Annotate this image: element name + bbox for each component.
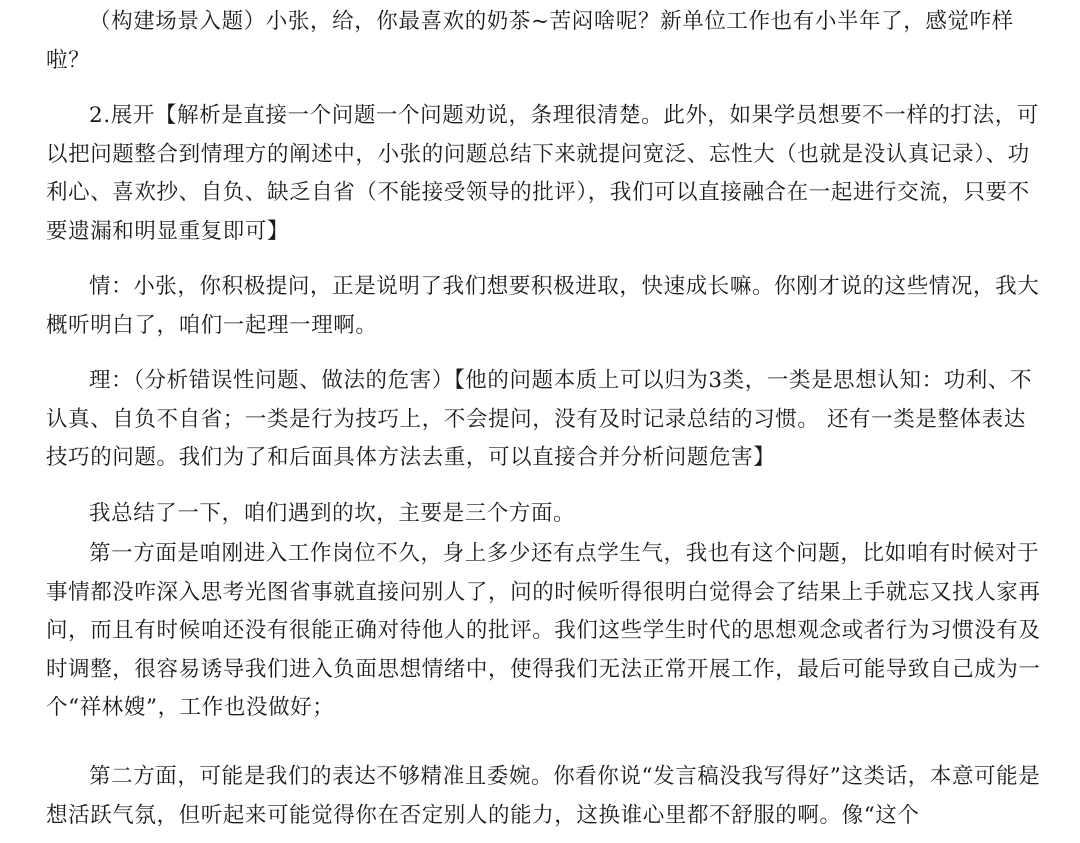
paragraph-first-aspect: 第一方面是咱刚进入工作岗位不久，身上多少还有点学生气，我也有这个问题，比如咱有时候对于事情都没咋深入思考光图省事就直接问别人了，问的时候听得很明白觉得会了结果上手就忘又找人家再问，而且有时候咱还没有很能正确对待他人的批评。我们这些学生时代的思想观念或者行为习惯没有及时调整，很容易诱导我们进入负面思想情绪中，使得我们无法正常开展工作，最后可能导致自己成为一个“祥林嫂”，工作也没做好； (46, 541, 1041, 720)
paragraph-reason: 理：（分析错误性问题、做法的危害）【他的问题本质上可以归为3类，一类是思想认知：功利、不认真、自负不自省；一类是行为技巧上，不会提问，没有及时记录总结的习惯。 还有一类是整体表达技巧的问题。我们为了和后面具体方法去重，可以直接合并分析问题危害】 (46, 368, 1033, 470)
paragraph-scene-intro: （构建场景入题）小张，给，你最喜欢的奶茶~苦闷啥呢？新单位工作也有小半年了，感觉咋样啦？ (46, 9, 1014, 73)
paragraph-expand-analysis: 2.展开【解析是直接一个问题一个问题劝说，条理很清楚。此外，如果学员想要不一样的打法，可以把问题整合到情理方的阐述中，小张的问题总结下来就提问宽泛、忘性大（也就是没认真记录）、功利心、喜欢抄、自负、缺乏自省（不能接受领导的批评），我们可以直接融合在一起进行交流，只要不要遗漏和明显重复即可】 (46, 103, 1039, 244)
paragraph-summary: 我总结了一下，咱们遇到的坎，主要是三个方面。 (89, 501, 576, 526)
paragraph-second-aspect: 第二方面，可能是我们的表达不够精准且委婉。你看你说“发言稿没我写得好”这类话，本意可能是想活跃气氛，但听起来可能觉得你在否定别人的能力，这换谁心里都不舒服的啊。像“这个 (46, 764, 1041, 828)
paragraph-emotion: 情：小张，你积极提问，正是说明了我们想要积极进取，快速成长嘛。你刚才说的这些情况，我大概听明白了，咱们一起理一理啊。 (46, 274, 1040, 338)
